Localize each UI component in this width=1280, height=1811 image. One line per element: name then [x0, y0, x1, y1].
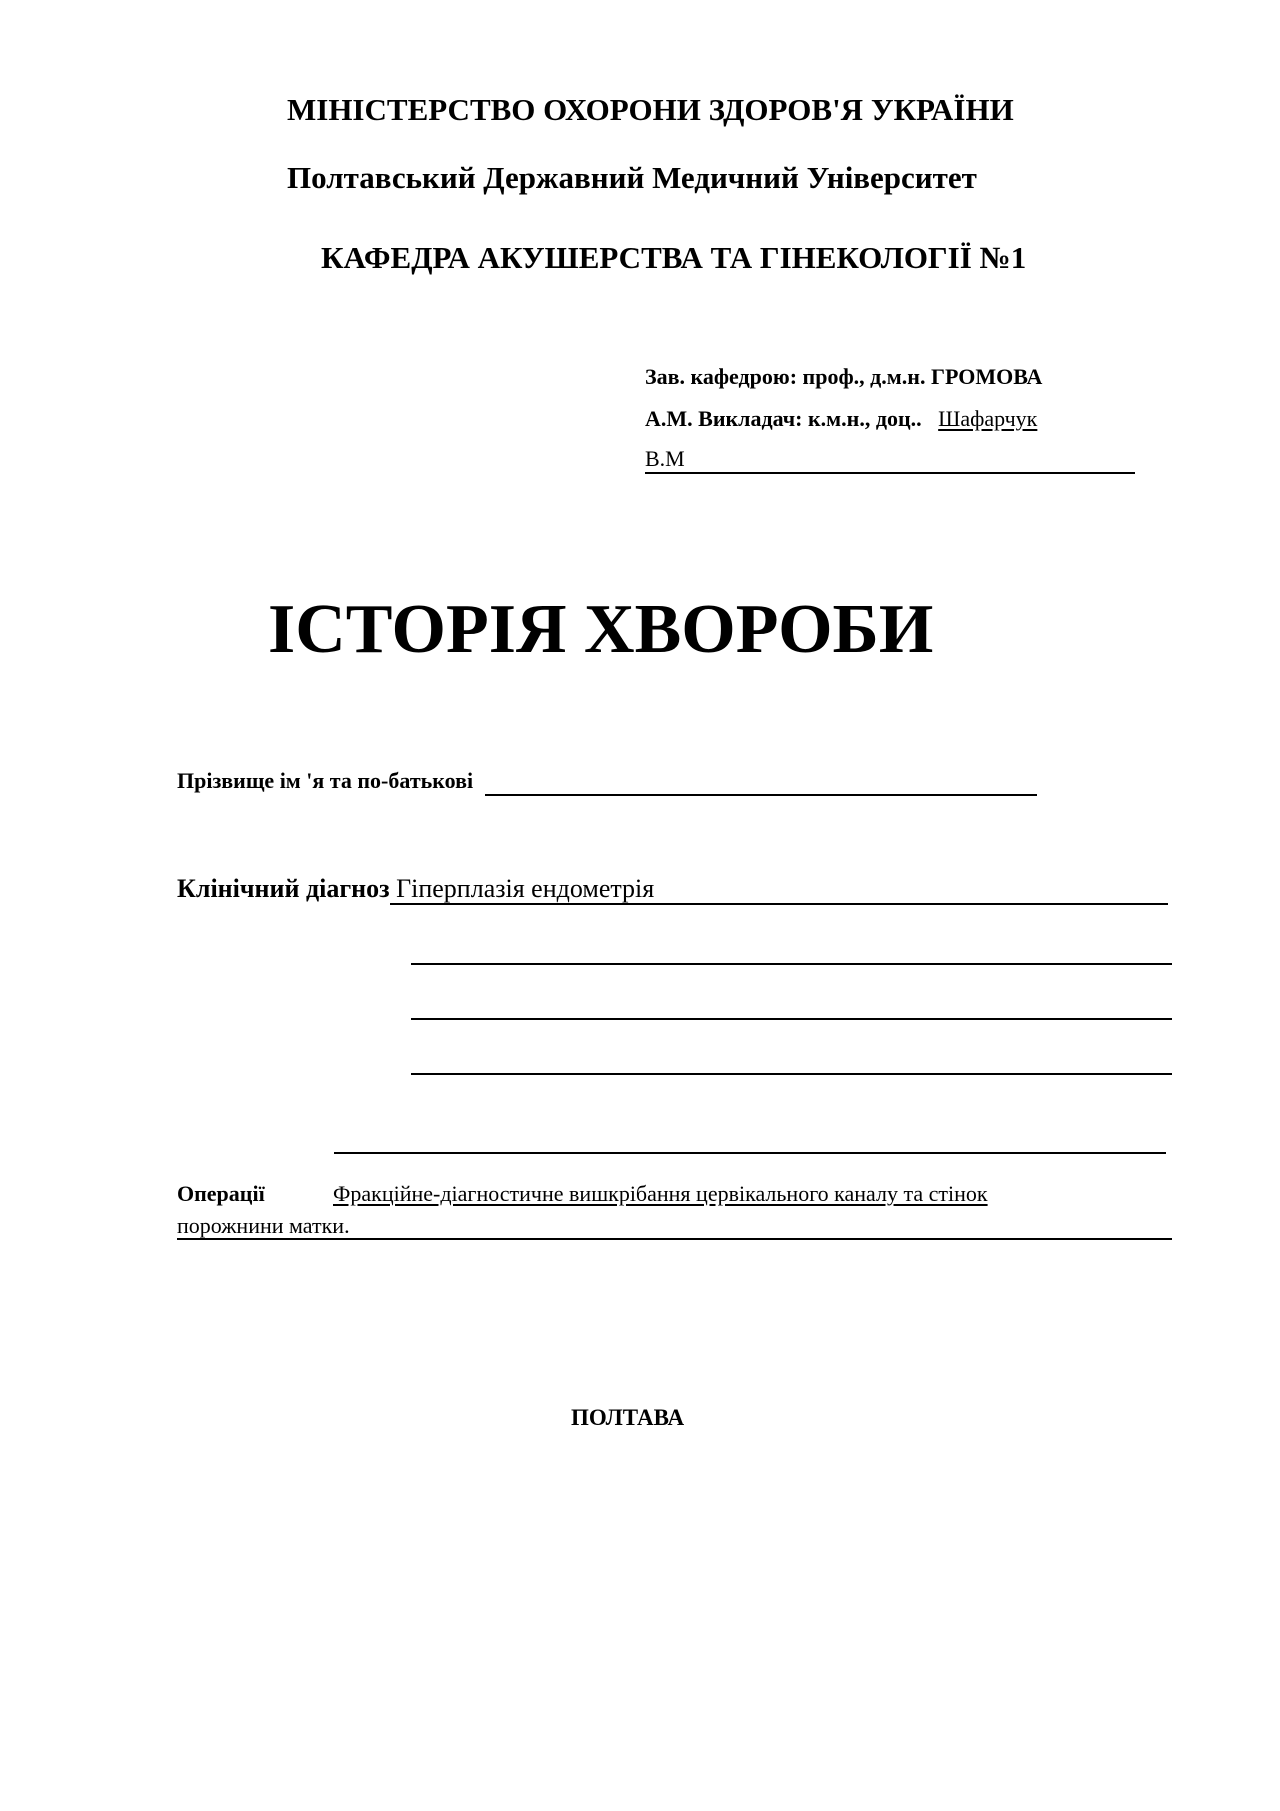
diagnosis-field	[390, 875, 1168, 905]
operations-row	[177, 1181, 1172, 1207]
city-label: ПОЛТАВА	[571, 1405, 685, 1430]
diagnosis-label: Клінічний діагноз	[177, 874, 390, 903]
separator-line	[334, 1152, 1166, 1154]
diagnosis-value: Гіперплазія ендометрія	[396, 874, 655, 903]
department-head-label: Зав. кафедрою: проф., д.м.н. ГРОМОВА	[645, 364, 1043, 389]
diagnosis-extra-line-3	[411, 1073, 1172, 1075]
teacher-line	[645, 406, 1037, 432]
operations-line2	[177, 1213, 1172, 1240]
operations-value-line2: порожнини матки.	[177, 1213, 350, 1238]
teacher-name-part2: В.М	[645, 446, 685, 471]
operations-label: Операції	[177, 1181, 265, 1206]
diagnosis-extra-line-2	[411, 1018, 1172, 1020]
teacher-title-label: А.М. Викладач: к.м.н., доц..	[645, 406, 922, 431]
operations-value-line1: Фракційне-діагностичне вишкрібання цервікального каналу та стінок	[333, 1181, 988, 1206]
department-heading: КАФЕДРА АКУШЕРСТВА ТА ГІНЕКОЛОГІЇ №1	[321, 240, 1027, 275]
ministry-heading: МІНІСТЕРСТВО ОХОРОНИ ЗДОРОВ'Я УКРАЇНИ	[287, 92, 1014, 127]
university-heading: Полтавський Державний Медичний Університет	[287, 160, 977, 195]
diagnosis-row	[177, 874, 1168, 905]
teacher-name-line2	[645, 446, 1135, 474]
diagnosis-extra-line-1	[411, 963, 1172, 965]
patient-name-label: Прізвище ім 'я та по-батькові	[177, 768, 474, 793]
document-title: ІСТОРІЯ ХВОРОБИ	[268, 591, 934, 668]
patient-name-field	[485, 768, 1037, 796]
patient-name-row	[177, 768, 1037, 796]
teacher-name-part1: Шафарчук	[938, 406, 1038, 431]
